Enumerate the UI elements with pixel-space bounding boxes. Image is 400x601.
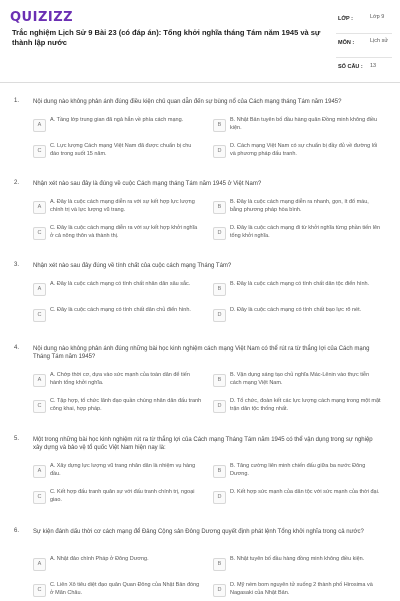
option-text: C. Lực lượng Cách mạng Việt Nam đã được chuẩn bị chu đáo trong suốt 15 năm. <box>50 143 192 157</box>
option-letter-box: A <box>33 283 46 296</box>
option-letter-box: B <box>213 283 226 296</box>
worksheet-title: Trắc nghiệm Lịch Sử 9 Bài 23 (có đáp án): Tổng khởi nghĩa tháng Tám năm 1945 và sự thành lập nước <box>12 28 321 47</box>
question-text: Nhận xét nào sau đây đúng về tính chất của cuộc cách mạng Tháng Tám? <box>33 263 232 269</box>
option-text: A. Đây là cuộc cách mạng có tính chất nhân dân sâu sắc. <box>50 281 191 287</box>
option-b[interactable] <box>213 555 383 575</box>
option-text: C. Liên Xô tiêu diệt đạo quân Quan Đông của Nhật Bản đóng ở Mãn Châu. <box>50 582 200 596</box>
option-text: A. Đây là cuộc cách mạng diễn ra với sự kết hợp lực lượng chính trị và lực lượng vũ trang. <box>50 199 195 213</box>
option-letter-box: D <box>213 145 226 158</box>
meta-count-label: SỐ CÂU : <box>338 64 363 70</box>
option-letter-box: A <box>33 558 46 571</box>
question-text: Nhận xét nào sau đây là đúng về cuộc Cách mạng tháng Tám năm 1945 ở Việt Nam? <box>33 181 262 187</box>
option-c[interactable] <box>33 306 203 326</box>
option-text: D. Mỹ ném bom nguyên tử xuống 2 thành phố Hirosima và Nagasaki của Nhật Bản. <box>230 582 373 596</box>
option-letter-box: B <box>213 201 226 214</box>
meta-grade-value: Lớp 9 <box>370 14 385 20</box>
option-d[interactable] <box>213 224 383 244</box>
option-c[interactable] <box>33 488 203 508</box>
option-letter-box: C <box>33 309 46 322</box>
option-a[interactable] <box>33 555 203 575</box>
option-letter-box: A <box>33 119 46 132</box>
option-letter-box: C <box>33 227 46 240</box>
option-text: C. Tập hợp, tổ chức lãnh đạo quần chúng nhân dân đấu tranh công khai, hợp pháp. <box>50 398 202 412</box>
question-number: 3. <box>14 262 20 268</box>
option-letter-box: B <box>213 119 226 132</box>
option-text: B. Tăng cường liên minh chiến đấu giữa ba nước Đông Dương. <box>230 463 366 477</box>
option-letter-box: D <box>213 584 226 597</box>
option-c[interactable] <box>33 142 203 162</box>
question-text: Nội dung nào không phản ánh đúng điều kiện chủ quan dẫn đến sự bùng nổ của Cách mạng tháng Tám năm 1945? <box>33 99 342 105</box>
option-b[interactable] <box>213 116 383 136</box>
question-text: Sự kiện đánh dấu thời cơ cách mạng để Đảng Cộng sản Đông Dương quyết định phát lệnh Tổng khởi nghĩa trong cả nước? <box>33 529 364 535</box>
question-number: 5. <box>14 436 20 442</box>
option-letter-box: B <box>213 465 226 478</box>
option-b[interactable] <box>213 280 383 300</box>
option-c[interactable] <box>33 397 203 417</box>
option-text: D. Kết hợp sức mạnh của dân tộc với sức mạnh của thời đại. <box>230 489 380 495</box>
option-text: B. Đây là cuộc cách mạng diễn ra nhanh, gọn, ít đổ máu, bằng phương pháp hòa bình. <box>230 199 369 213</box>
question-number: 2. <box>14 180 20 186</box>
question-number: 1. <box>14 98 20 104</box>
option-text: B. Vận dụng sáng tạo chủ nghĩa Mác-Lênin vào thực tiễn cách mạng Việt Nam. <box>230 372 370 386</box>
option-text: D. Tổ chức, đoàn kết các lực lượng cách mạng trong một mặt trận dân tộc thống nhất. <box>230 398 381 412</box>
option-letter-box: C <box>33 491 46 504</box>
meta-count-value: 13 <box>370 63 377 69</box>
option-letter-box: C <box>33 145 46 158</box>
option-letter-box: A <box>33 465 46 478</box>
quizizz-logo: QUIZIZZ <box>10 10 74 25</box>
option-text: A. Tầng lớp trung gian đã ngả hẳn về phía cách mạng. <box>50 117 184 123</box>
option-text: D. Cách mạng Việt Nam có sự chuẩn bị đầy đủ về đường lối và phương pháp đấu tranh. <box>230 143 378 157</box>
option-text: A. Nhật đảo chính Pháp ở Đông Dương. <box>50 556 149 562</box>
option-letter-box: A <box>33 201 46 214</box>
meta-subject-value: Lịch sử <box>370 38 389 44</box>
option-text: B. Nhật Bản tuyên bố đầu hàng quân Đồng minh không điều kiện. <box>230 117 378 131</box>
option-b[interactable] <box>213 462 383 482</box>
option-a[interactable] <box>33 280 203 300</box>
option-text: C. Đây là cuộc cách mạng diễn ra với sự kết hợp khởi nghĩa ở cả nông thôn và thành thị. <box>50 225 198 239</box>
option-letter-box: D <box>213 491 226 504</box>
header-divider <box>0 82 400 83</box>
option-d[interactable] <box>213 397 383 417</box>
option-letter-box: D <box>213 309 226 322</box>
option-letter-box: B <box>213 374 226 387</box>
option-d[interactable] <box>213 142 383 162</box>
option-b[interactable] <box>213 198 383 218</box>
option-letter-box: C <box>33 584 46 597</box>
question-text: Nội dung nào không phản ánh đúng những bài học kinh nghiệm cách mạng Việt Nam có thể rút ra từ thắng lợi của Cách mạng Tháng Tám năm 1945? <box>33 346 370 360</box>
option-letter-box: D <box>213 400 226 413</box>
option-text: B. Đây là cuộc cách mạng có tính chất dân tộc điển hình. <box>230 281 370 287</box>
meta-panel <box>332 10 392 82</box>
option-text: A. Chớp thời cơ, dựa vào sức mạnh của toàn dân để tiến hành tổng khởi nghĩa. <box>50 372 190 386</box>
meta-subject-label: MÔN : <box>338 40 355 46</box>
meta-count <box>332 58 392 82</box>
option-d[interactable] <box>213 488 383 508</box>
option-text: C. Kết hợp đấu tranh quân sự với đấu tranh chính trị, ngoại giao. <box>50 489 195 503</box>
option-text: D. Đây là cuộc cách mạng có tính chất bạo lực rõ nét. <box>230 307 362 313</box>
option-c[interactable] <box>33 224 203 244</box>
option-d[interactable] <box>213 581 383 601</box>
option-b[interactable] <box>213 371 383 391</box>
meta-grade-label: LỚP : <box>338 16 353 22</box>
meta-grade <box>332 10 392 34</box>
option-c[interactable] <box>33 581 203 601</box>
question-number: 6. <box>14 528 20 534</box>
option-a[interactable] <box>33 198 203 218</box>
option-text: C. Đây là cuộc cách mạng có tính chất dân chủ điển hình. <box>50 307 191 313</box>
option-text: A. Xây dựng lực lượng vũ trang nhân dân là nhiệm vụ hàng đầu. <box>50 463 196 477</box>
option-letter-box: D <box>213 227 226 240</box>
option-a[interactable] <box>33 462 203 482</box>
option-letter-box: B <box>213 558 226 571</box>
meta-subject <box>332 34 392 58</box>
option-letter-box: C <box>33 400 46 413</box>
question-number: 4. <box>14 345 20 351</box>
option-a[interactable] <box>33 116 203 136</box>
option-d[interactable] <box>213 306 383 326</box>
option-letter-box: A <box>33 374 46 387</box>
option-text: D. Đây là cuộc cách mạng đi từ khởi nghĩa từng phần tiến lên tổng khởi nghĩa. <box>230 225 381 239</box>
option-a[interactable] <box>33 371 203 391</box>
question-text: Một trong những bài học kinh nghiệm rút ra từ thắng lợi của Cách mạng Tháng Tám năm 1945 có thể vận dụng trong sự nghiệp xây dựng và bảo vệ tổ quốc Việt Nam hiện nay là: <box>33 437 373 451</box>
option-text: B. Nhật tuyên bố đầu hàng đồng minh không điều kiện. <box>230 556 365 562</box>
